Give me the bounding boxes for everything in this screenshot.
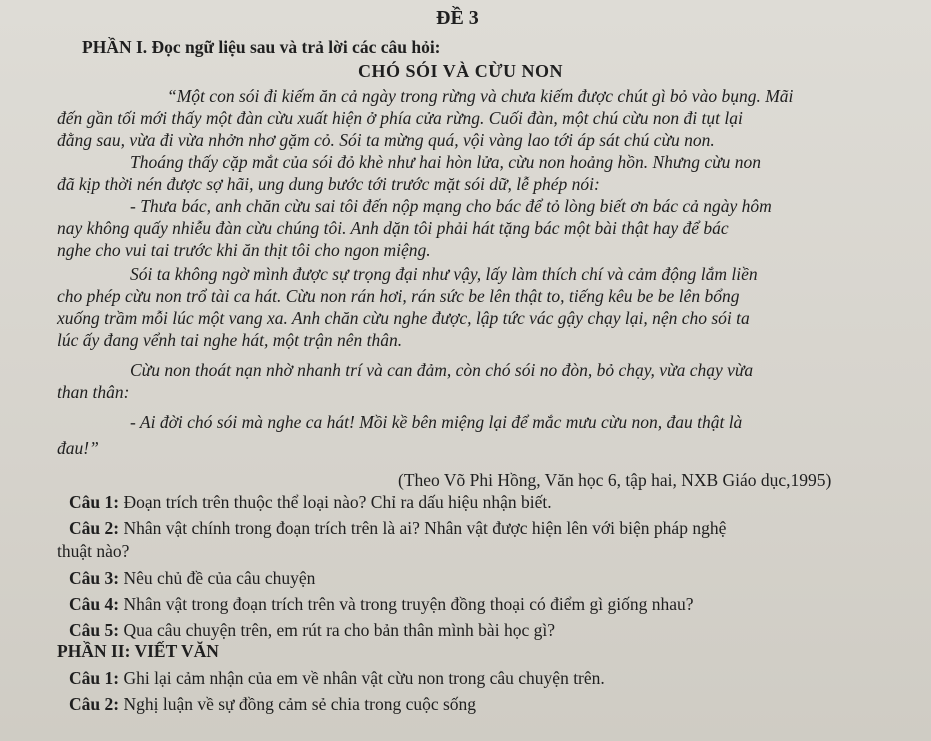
passage-line: lúc ấy đang vểnh tai nghe hát, một trận nên thân. — [57, 330, 403, 350]
question-item: Câu 1: Đoạn trích trên thuộc thể loại nào? Chỉ ra dấu hiệu nhận biết. — [69, 492, 552, 512]
passage-line: đau!” — [57, 438, 99, 458]
passage-line: - Ai đời chó sói mà nghe ca hát! Mồi kề bên miệng lại để mắc mưu cừu non, đau thật là — [130, 412, 743, 432]
passage-line: nghe cho vui tai trước khi ăn thịt tôi cho ngon miệng. — [57, 240, 431, 260]
question-item: Câu 4: Nhân vật trong đoạn trích trên và trong truyện đồng thoại có điểm gì giống nhau? — [69, 594, 694, 614]
exam-title: ĐỀ 3 — [436, 7, 479, 29]
passage-line: đến gần tối mới thấy một đàn cừu xuất hiện ở phía cửa rừng. Cuối đàn, một chú cừu non đi tụt lại — [57, 108, 743, 128]
passage-line: Sói ta không ngờ mình được sự trọng đại như vậy, lấy làm thích chí và cảm động lắm liền — [130, 264, 758, 284]
passage-line: cho phép cừu non trổ tài ca hát. Cừu non rán hơi, rán sức be lên thật to, tiếng kêu be be lên bổng — [57, 286, 740, 306]
source-citation: (Theo Võ Phi Hồng, Văn học 6, tập hai, NXB Giáo dục,1995) — [398, 470, 832, 490]
story-title: CHÓ SÓI VÀ CỪU NON — [358, 61, 564, 81]
part2-heading: PHẦN II: VIẾT VĂN — [57, 641, 219, 661]
passage-line: đằng sau, vừa đi vừa nhởn nhơ gặm cỏ. Sói ta mừng quá, vội vàng lao tới áp sát chú cừu non. — [57, 130, 715, 150]
passage-line: đã kịp thời nén được sợ hãi, ung dung bước tới trước mặt sói dữ, lễ phép nói: — [57, 174, 600, 194]
question-item: Câu 5: Qua câu chuyện trên, em rút ra cho bản thân mình bài học gì? — [69, 620, 555, 640]
question-continuation: thuật nào? — [57, 541, 130, 561]
passage-line: Thoáng thấy cặp mắt của sói đỏ khè như hai hòn lửa, cừu non hoảng hồn. Nhưng cừu non — [130, 152, 762, 172]
passage-line: than thân: — [57, 382, 130, 402]
question-item: Câu 3: Nêu chủ đề của câu chuyện — [69, 568, 316, 588]
passage-line: - Thưa bác, anh chăn cừu sai tôi đến nộp mạng cho bác để tỏ lòng biết ơn bác cả ngày hôm — [130, 196, 772, 216]
passage-line: Cừu non thoát nạn nhờ nhanh trí và can đảm, còn chó sói no đòn, bỏ chạy, vừa chạy vừa — [130, 360, 754, 380]
question-item: Câu 1: Ghi lại cảm nhận của em về nhân vật cừu non trong câu chuyện trên. — [69, 668, 605, 688]
question-item: Câu 2: Nghị luận về sự đồng cảm sẻ chia trong cuộc sống — [69, 694, 477, 714]
passage-line: “Một con sói đi kiếm ăn cả ngày trong rừng và chưa kiếm được chút gì bỏ vào bụng. Mãi — [167, 86, 794, 106]
part1-heading: PHẦN I. Đọc ngữ liệu sau và trả lời các câu hỏi: — [82, 37, 441, 57]
passage-line: nay không quấy nhiễu đàn cừu chúng tôi. Anh dặn tôi phải hát tặng bác một bài thật hay để bác — [57, 218, 729, 238]
passage-line: xuống trầm mỗi lúc một vang xa. Anh chăn cừu nghe được, lập tức vác gậy chạy lại, nện cho sói ta — [57, 308, 750, 328]
question-item: Câu 2: Nhân vật chính trong đoạn trích trên là ai? Nhân vật được hiện lên với biện pháp nghệ — [69, 518, 727, 538]
